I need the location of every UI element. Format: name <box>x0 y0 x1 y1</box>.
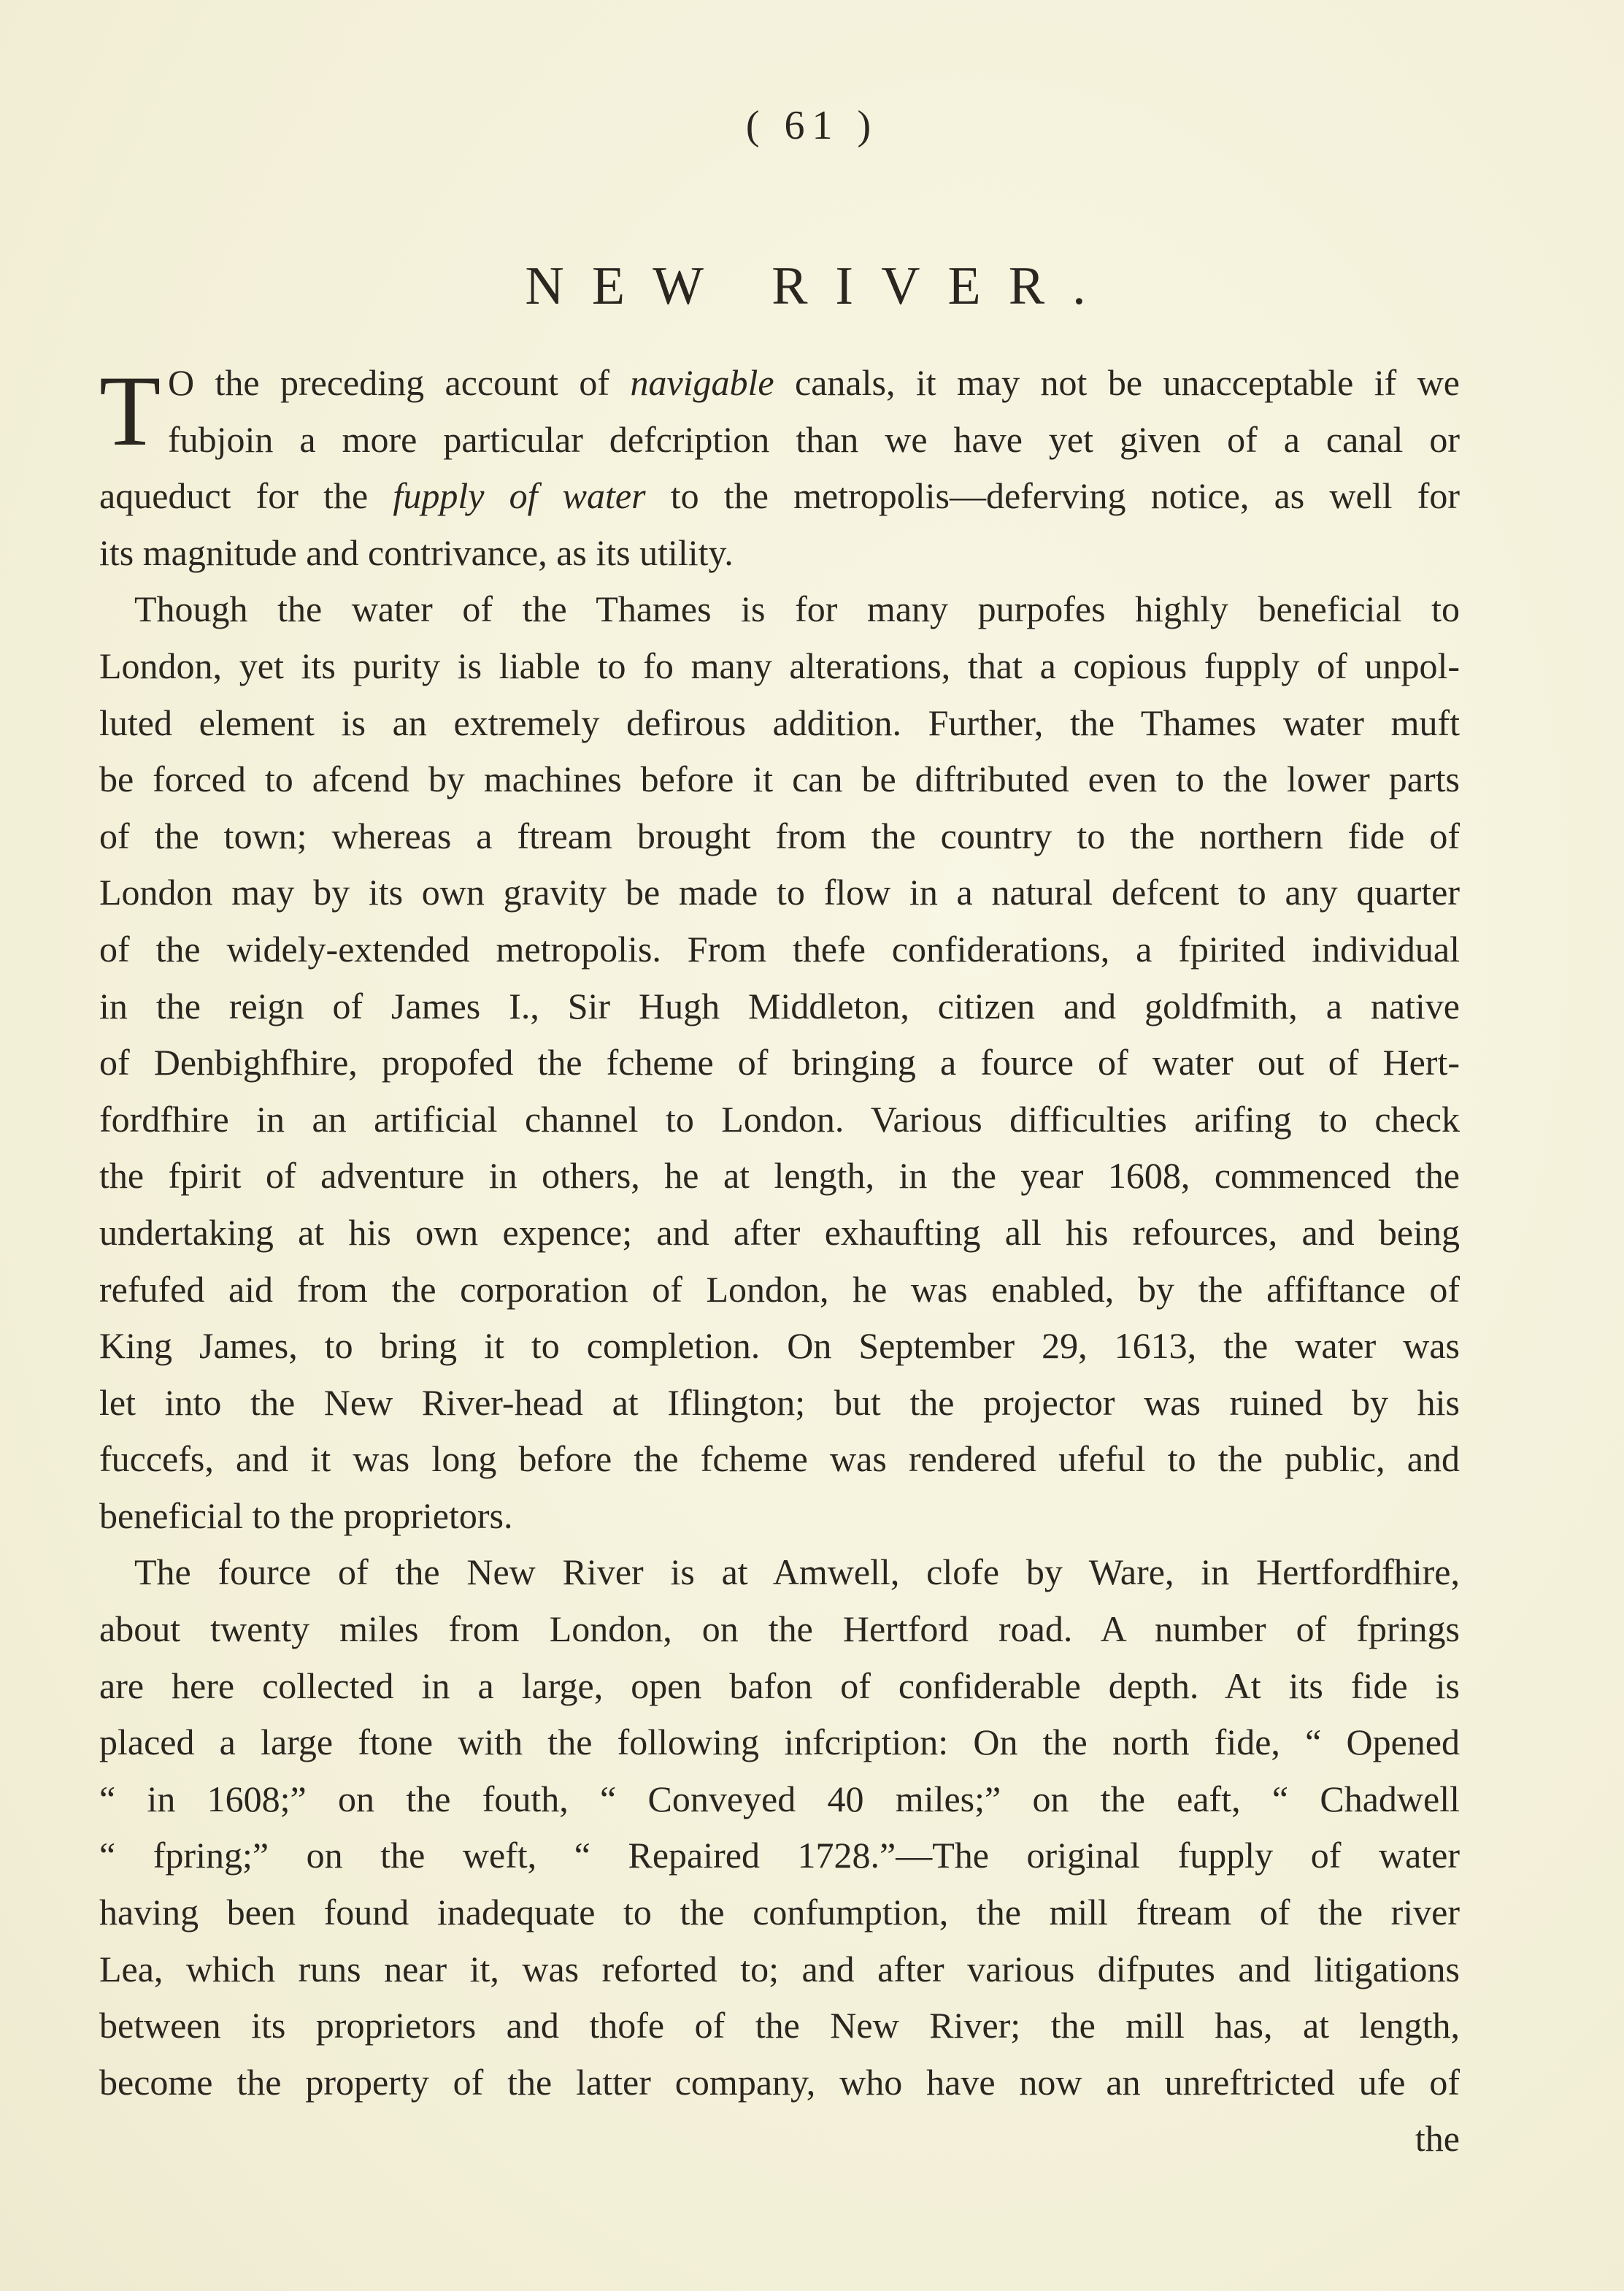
chapter-title: NEW RIVER. <box>525 256 1114 316</box>
drop-cap: T <box>99 355 161 467</box>
text-line: “ in 1608;” on the fouth, “ Conveyed 40 miles;” on the eaft, “ Chadwell <box>99 1778 1460 1819</box>
text-line: the fpirit of adventure in others, he at length, in the year 1608, commenced the <box>99 1155 1460 1197</box>
text-line: Though the water of the Thames is for many purpofes highly beneficial to <box>134 588 1460 630</box>
italic-phrase: fupply of water <box>393 475 646 517</box>
text-line: placed a large ftone with the following infcription: On the north fide, “ Opened <box>99 1722 1460 1763</box>
text-line: O the preceding account of navigable canals, it may not be unacceptable if we <box>168 362 1460 403</box>
text-line: become the property of the latter company, who have now an unreftricted ufe of <box>99 2061 1460 2103</box>
text-line: fordfhire in an artificial channel to London. Various difficulties arifing to check <box>99 1098 1460 1140</box>
text-line: between its proprietors and thofe of the New River; the mill has, at length, <box>99 2005 1460 2046</box>
text-line: in the reign of James I., Sir Hugh Middleton, citizen and goldfmith, a native <box>99 985 1460 1026</box>
text-line: aqueduct for the fupply of water to the metropolis—deferving notice, as well for <box>99 475 1460 517</box>
text-line: of the town; whereas a ftream brought from the country to the northern fide of <box>99 815 1460 856</box>
text-line: luted element is an extremely defirous addition. Further, the Thames water muft <box>99 702 1460 743</box>
text-line: let into the New River-head at Iflington; but the projector was ruined by his <box>99 1381 1460 1423</box>
text-line: refufed aid from the corporation of London, he was enabled, by the affiftance of <box>99 1268 1460 1310</box>
text-line: The fource of the New River is at Amwell, clofe by Ware, in Hertfordfhire, <box>134 1551 1460 1593</box>
text-line: its magnitude and contrivance, as its utility. <box>99 532 734 573</box>
italic-phrase: navigable <box>630 362 774 403</box>
text-line: be forced to afcend by machines before it can be diftributed even to the lower parts <box>99 759 1460 800</box>
page-number: ( 61 ) <box>745 103 879 148</box>
text-line: fubjoin a more particular defcription than we have yet given of a canal or <box>168 418 1460 460</box>
text-line: London, yet its purity is liable to fo many alterations, that a copious fupply of unpol- <box>99 645 1460 686</box>
text-line: Lea, which runs near it, was reforted to; and after various difputes and litigations <box>99 1948 1460 1989</box>
text-line: are here collected in a large, open bafon of confiderable depth. At its fide is <box>99 1665 1460 1706</box>
text-line: having been found inadequate to the confumption, the mill ftream of the river <box>99 1892 1460 1933</box>
text-line: of Denbighfhire, propofed the fcheme of bringing a fource of water out of Hert- <box>99 1042 1460 1083</box>
body-text <box>99 355 1460 2168</box>
catchword: the <box>1415 2118 1460 2160</box>
text-line: London may by its own gravity be made to flow in a natural defcent to any quarter <box>99 872 1460 913</box>
text-line: fuccefs, and it was long before the fcheme was rendered ufeful to the public, and <box>99 1438 1460 1480</box>
text-line: about twenty miles from London, on the Hertford road. A number of fprings <box>99 1608 1460 1650</box>
text-line: “ fpring;” on the weft, “ Repaired 1728.”—The original fupply of water <box>99 1835 1460 1876</box>
text-line: beneficial to the proprietors. <box>99 1494 513 1536</box>
text-line: of the widely-extended metropolis. From thefe confiderations, a fpirited individual <box>99 928 1460 970</box>
text-line: King James, to bring it to completion. On September 29, 1613, the water was <box>99 1325 1460 1367</box>
text-line: undertaking at his own expence; and after exhaufting all his refources, and being <box>99 1211 1460 1253</box>
